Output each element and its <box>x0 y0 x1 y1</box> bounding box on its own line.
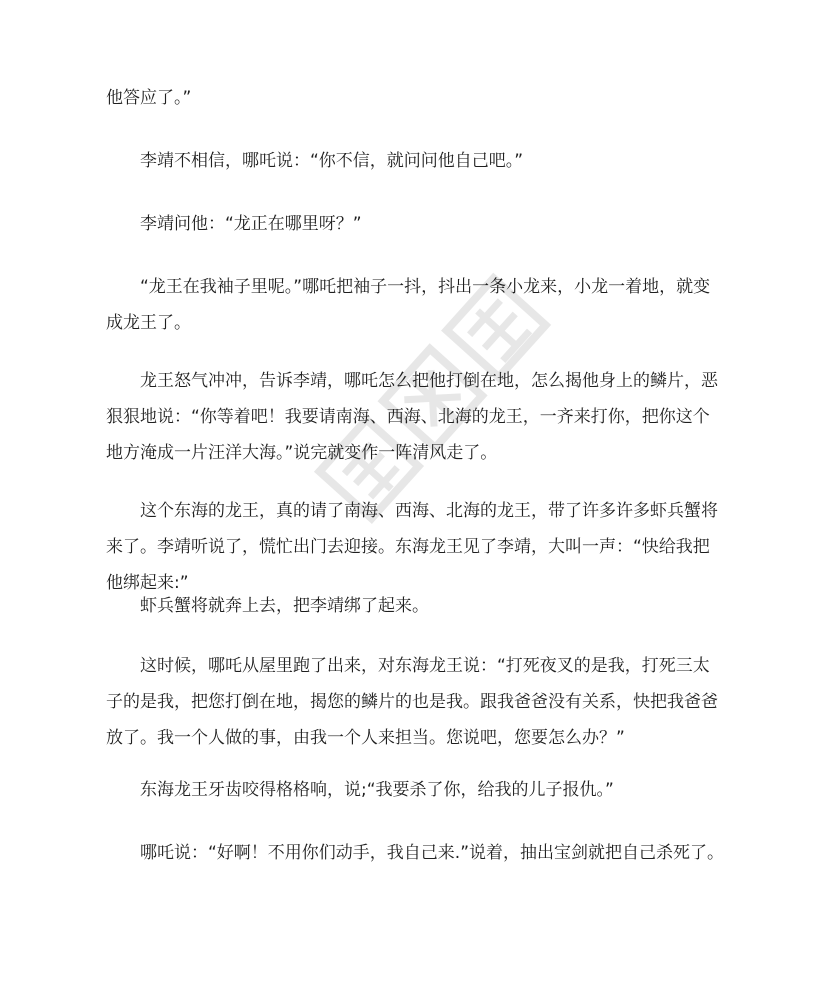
paragraph-5: 龙王怒气冲冲，告诉李靖，哪吒怎么把他打倒在地，怎么揭他身上的鳞片，恶狠狠地说：“你等着吧！我要请南海、西海、北海的龙王，一齐来打你，把你这个地方淹成一片汪洋大海。”说完就变作一阵清风走了。 <box>106 371 718 463</box>
paragraph-9: 东海龙王牙齿咬得格格响，说;“我要杀了你，给我的儿子报仇。” <box>140 780 614 800</box>
paragraph-4: “龙王在我袖子里呢。”哪吒把袖子一抖，抖出一条小龙来，小龙一着地，就变成龙王了。 <box>106 277 711 333</box>
paragraph-10: 哪吒说：“好啊！不用你们动手，我自己来.”说着，抽出宝剑就把自己杀死了。 <box>140 843 725 863</box>
paragraph-8: 这时候，哪吒从屋里跑了出来，对东海龙王说：“打死夜叉的是我，打死三太子的是我，把您打倒在地，揭您的鳞片的也是我。跟我爸爸没有关系，快把我爸爸放了。我一个人做的事，由我一个人来担当。您说吧，您要怎么办？” <box>106 656 718 748</box>
paragraph-2: 李靖不相信，哪吒说：“你不信，就问问他自己吧。” <box>140 151 524 171</box>
paragraph-1: 他答应了。” <box>106 88 192 108</box>
paragraph-6: 这个东海的龙王，真的请了南海、西海、北海的龙王，带了许多许多虾兵蟹将来了。李靖听说了，慌忙出门去迎接。东海龙王见了李靖，大叫一声：“快给我把他绑起来:” <box>106 501 718 593</box>
paragraph-3: 李靖问他：“龙正在哪里呀？” <box>140 214 362 234</box>
paragraph-7: 虾兵蟹将就奔上去，把李靖绑了起来。 <box>140 596 429 616</box>
